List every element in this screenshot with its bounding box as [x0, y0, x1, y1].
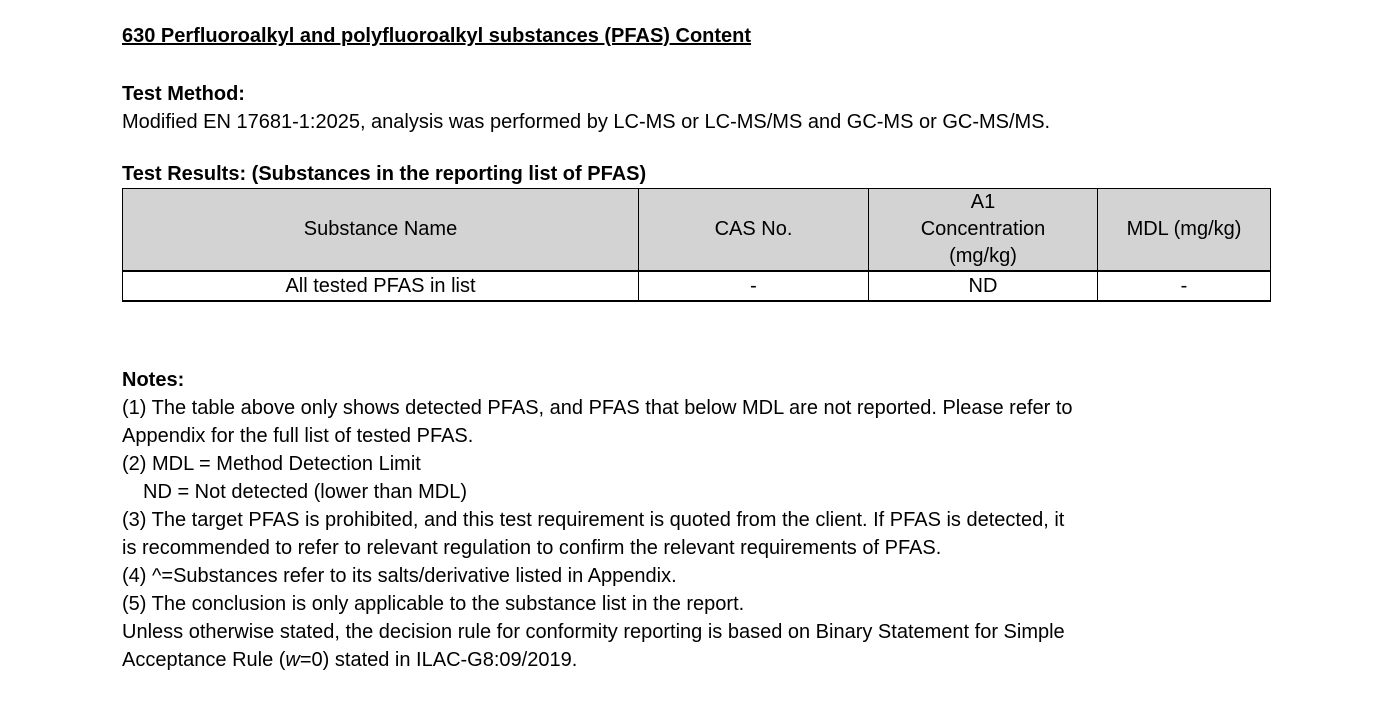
note-line-4: (4) ^=Substances refer to its salts/derivative listed in Appendix. — [122, 565, 677, 587]
notes-section — [122, 366, 1368, 674]
test-method-label: Test Method: — [122, 83, 245, 105]
cell-substance-name: All tested PFAS in list — [123, 271, 639, 301]
note-line-1: (1) The table above only shows detected PFAS, and PFAS that below MDL are not reported. Please refer to — [122, 397, 1073, 419]
cell-cas-no: - — [639, 271, 869, 301]
table-row — [123, 271, 1271, 301]
cell-mdl: - — [1098, 271, 1271, 301]
note-line-1-cont: Appendix for the full list of tested PFAS. — [122, 425, 474, 447]
col-header-substance-name: Substance Name — [123, 189, 639, 272]
note-line-5: (5) The conclusion is only applicable to the substance list in the report. — [122, 593, 745, 615]
test-method-section — [122, 80, 1368, 136]
note-line-2: (2) MDL = Method Detection Limit — [122, 453, 421, 475]
decision-rule-suffix: =0) stated in ILAC-G8:09/2019. — [299, 649, 578, 671]
note-line-3-cont: is recommended to refer to relevant regulation to confirm the relevant requirements of PFAS. — [122, 537, 942, 559]
note-line-2-nd: ND = Not detected (lower than MDL) — [143, 481, 468, 503]
page-title: 630 Perfluoroalkyl and polyfluoroalkyl substances (PFAS) Content — [122, 25, 752, 47]
col-header-concentration-line3: (mg/kg) — [949, 245, 1017, 267]
decision-rule-prefix: Acceptance Rule ( — [122, 649, 286, 671]
col-header-mdl: MDL (mg/kg) — [1098, 189, 1271, 272]
col-header-cas-no: CAS No. — [639, 189, 869, 272]
col-header-concentration-line1: A1 — [970, 191, 996, 213]
note-line-decision-rule: Unless otherwise stated, the decision rule for conformity reporting is based on Binary Statement for Simple — [122, 621, 1065, 643]
col-header-concentration — [869, 189, 1098, 272]
col-header-concentration-line2: Concentration — [920, 218, 1046, 240]
cell-concentration: ND — [869, 271, 1098, 301]
decision-rule-w-symbol: w — [285, 649, 300, 671]
note-line-decision-rule-cont — [122, 646, 1368, 674]
notes-label: Notes: — [122, 369, 185, 391]
results-table — [122, 188, 1271, 302]
table-header-row — [123, 189, 1271, 272]
test-results-label: Test Results: (Substances in the reporting list of PFAS) — [122, 163, 647, 185]
note-line-3: (3) The target PFAS is prohibited, and this test requirement is quoted from the client. If PFAS is detected, it — [122, 509, 1065, 531]
test-method-description: Modified EN 17681-1:2025, analysis was performed by LC-MS or LC-MS/MS and GC-MS or GC-MS/MS. — [122, 111, 1051, 133]
